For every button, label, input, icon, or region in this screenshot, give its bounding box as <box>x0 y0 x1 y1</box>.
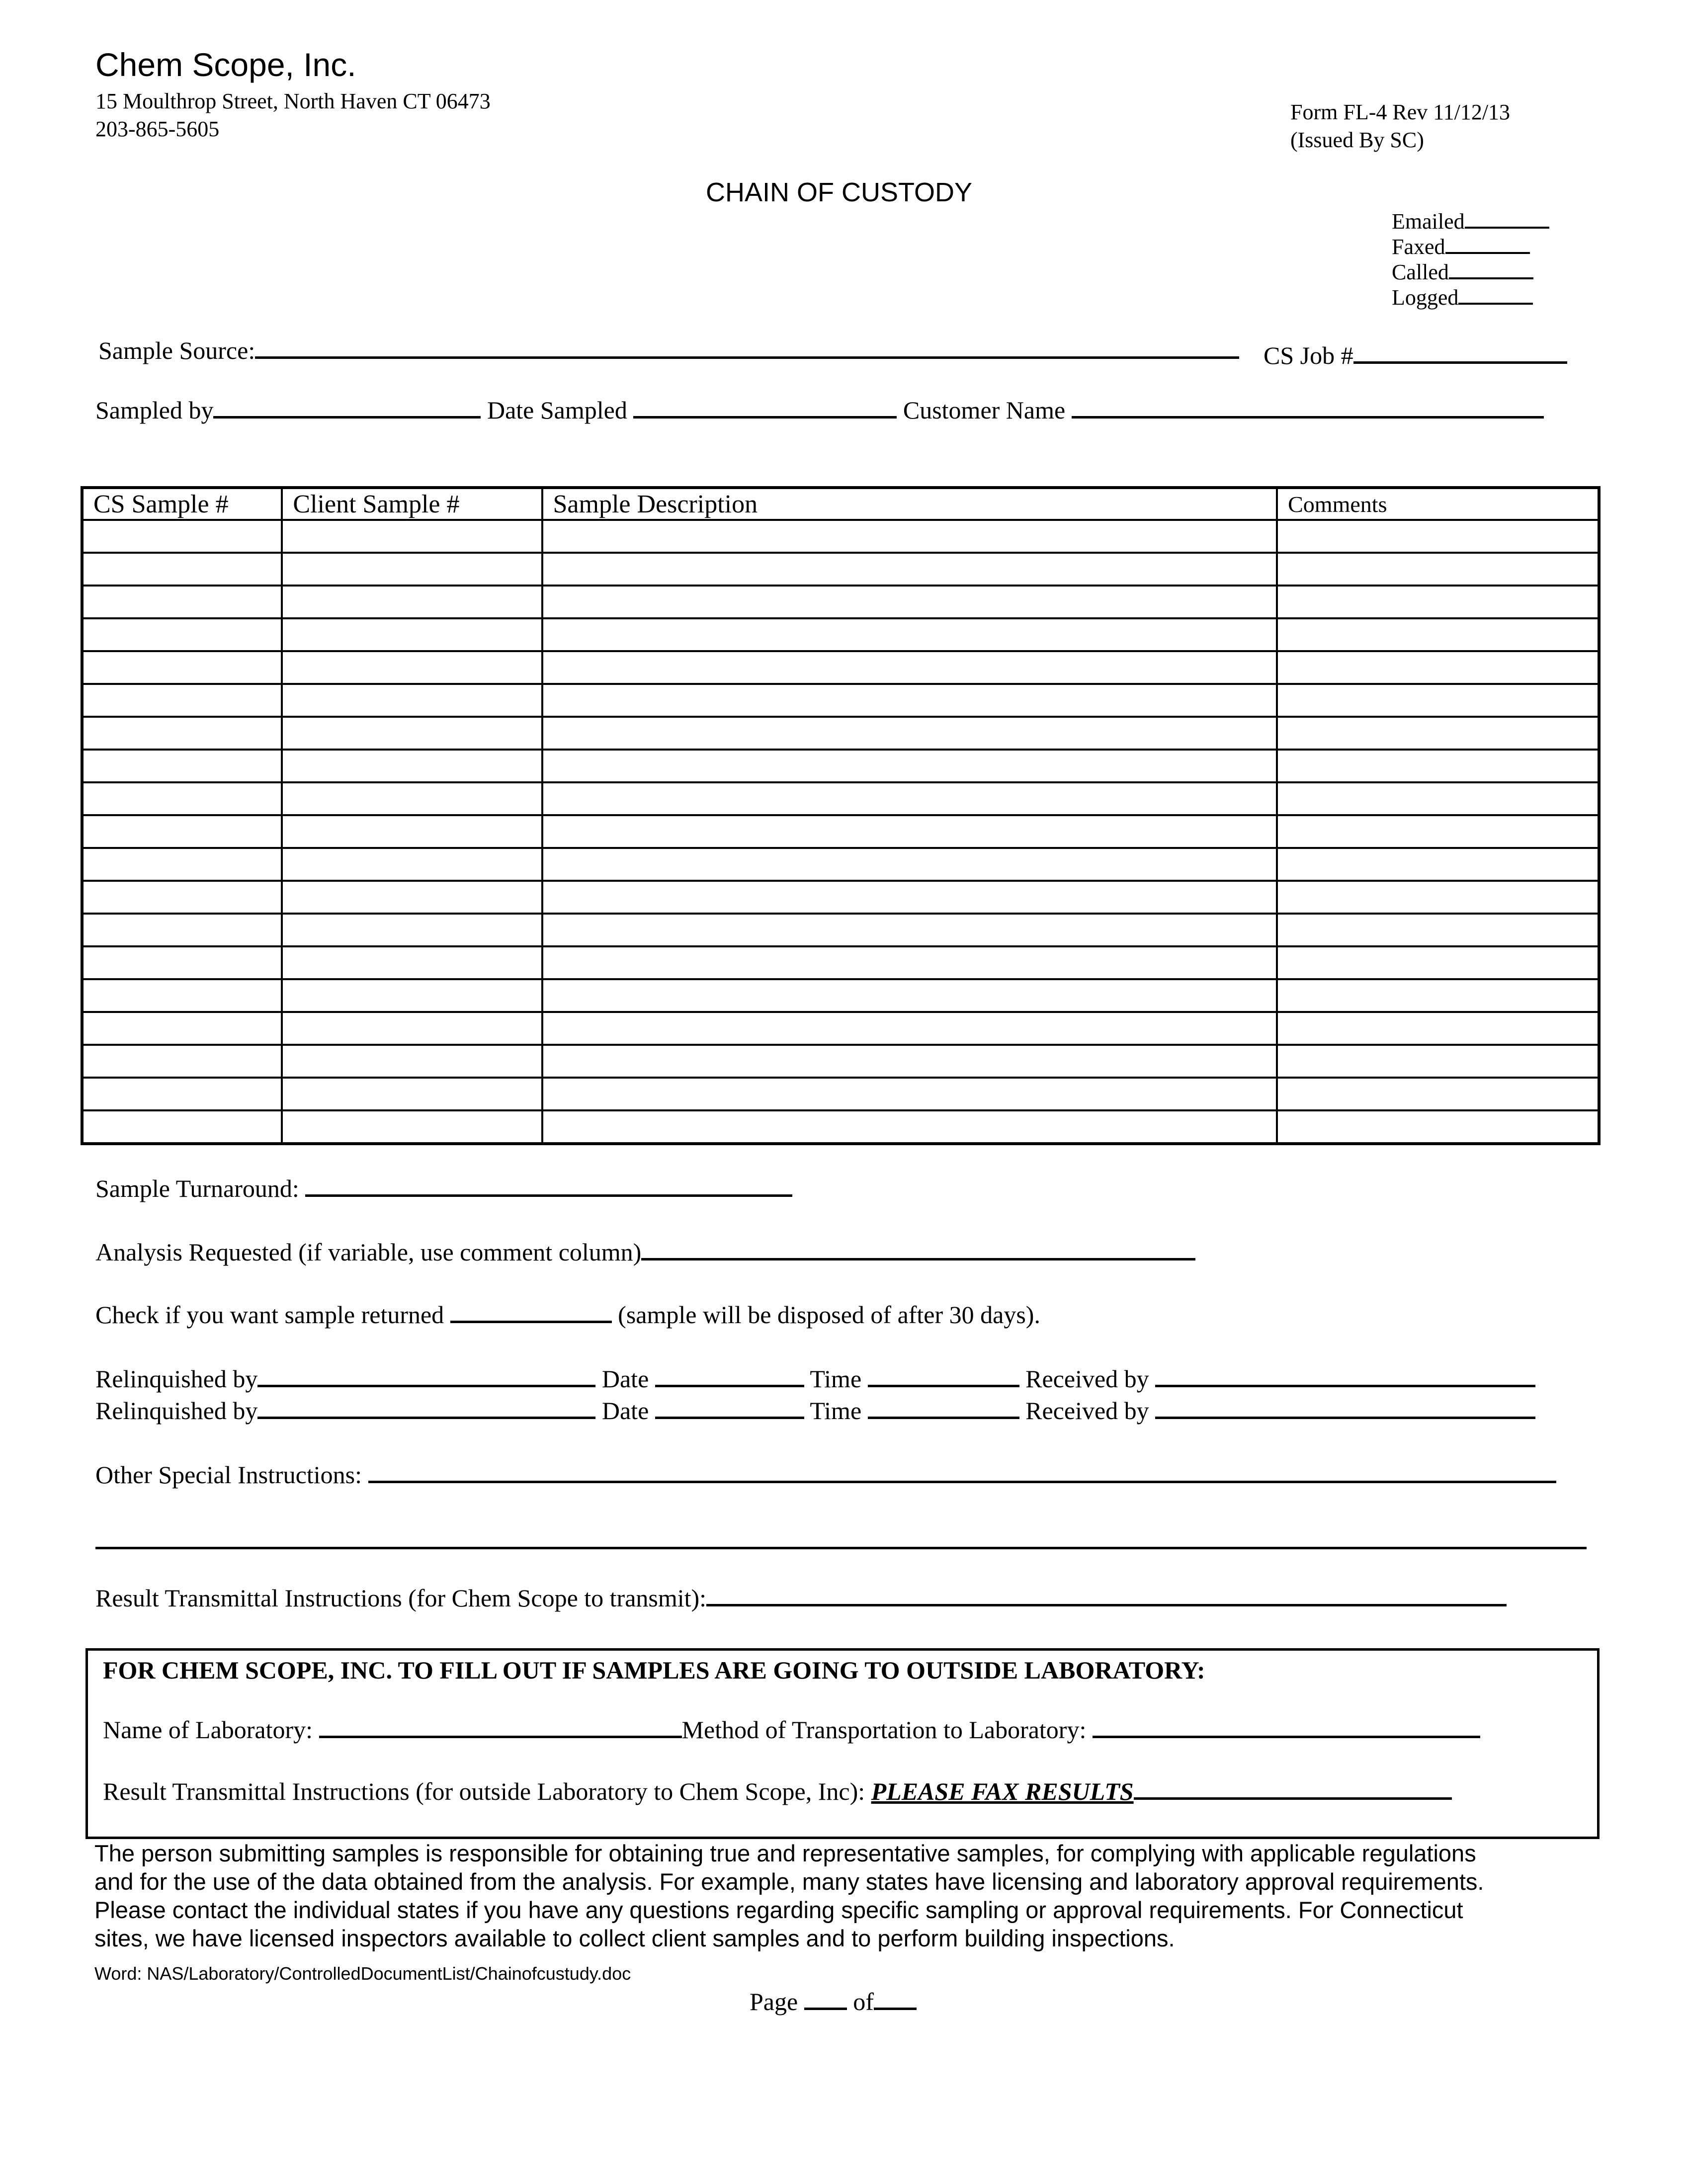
table-row <box>82 782 1599 815</box>
table-row <box>82 618 1599 651</box>
relinquished-by-label: Relinquished by <box>95 1365 258 1393</box>
time-label: Time <box>810 1397 862 1425</box>
cs-sample-cell[interactable] <box>82 1012 282 1045</box>
description-cell[interactable] <box>542 684 1277 717</box>
relinquished-by-field[interactable] <box>257 1416 595 1419</box>
description-cell[interactable] <box>542 651 1277 684</box>
received-by-field[interactable] <box>1155 1416 1535 1419</box>
table-row <box>82 815 1599 848</box>
cs-sample-cell[interactable] <box>82 914 282 946</box>
cs-sample-cell[interactable] <box>82 782 282 815</box>
description-cell[interactable] <box>542 946 1277 979</box>
transport-field[interactable] <box>1093 1735 1480 1738</box>
document-path: Word: NAS/Laboratory/ControlledDocumentList/Chainofcustudy.doc <box>94 1963 631 1984</box>
page-total-field[interactable] <box>874 2007 917 2010</box>
disclaimer-line: The person submitting samples is responsible for obtaining true and representative samples, for complying with applicable regulations <box>94 1840 1476 1866</box>
table-row <box>82 1045 1599 1078</box>
disclaimer-line: and for the use of the data obtained from the analysis. For example, many states have licensing and laboratory approval requirements. <box>94 1868 1484 1895</box>
client-sample-cell[interactable] <box>282 979 542 1012</box>
sample-source-label: Sample Source: <box>98 336 255 364</box>
client-sample-cell[interactable] <box>282 684 542 717</box>
comments-cell[interactable] <box>1277 1012 1599 1045</box>
table-row <box>82 684 1599 717</box>
lab-transmittal-label: Result Transmittal Instructions (for outside Laboratory to Chem Scope, Inc): <box>103 1777 865 1805</box>
checklist-logged[interactable]: Logged <box>1392 285 1549 310</box>
comments-cell[interactable] <box>1277 881 1599 914</box>
result-transmittal-field[interactable] <box>706 1603 1507 1606</box>
cs-sample-cell[interactable] <box>82 815 282 848</box>
status-checklist <box>1392 209 1549 310</box>
description-cell[interactable] <box>542 782 1277 815</box>
customer-name-field[interactable] <box>1072 416 1544 419</box>
table-row <box>82 717 1599 750</box>
cs-sample-cell[interactable] <box>82 586 282 618</box>
client-sample-cell[interactable] <box>282 881 542 914</box>
page-number <box>750 1987 917 2016</box>
table-row <box>82 1110 1599 1144</box>
description-cell[interactable] <box>542 618 1277 651</box>
return-label: Check if you want sample returned <box>95 1301 444 1329</box>
page-current-field[interactable] <box>804 2007 847 2010</box>
column-header-cs-sample: CS Sample # <box>82 488 282 520</box>
analysis-row <box>95 1238 1195 1266</box>
lab-transmittal-field[interactable] <box>1134 1797 1452 1800</box>
description-cell[interactable] <box>542 1012 1277 1045</box>
return-note: (sample will be disposed of after 30 days). <box>618 1301 1040 1329</box>
comments-cell[interactable] <box>1277 586 1599 618</box>
sampled-by-field[interactable] <box>213 416 481 419</box>
cs-sample-cell[interactable] <box>82 684 282 717</box>
date-sampled-label: Date Sampled <box>487 396 627 424</box>
custody-transfers <box>95 1363 1535 1427</box>
of-label: of <box>853 1988 874 2016</box>
checklist-called[interactable]: Called <box>1392 259 1549 285</box>
table-row <box>82 914 1599 946</box>
table-row <box>82 1012 1599 1045</box>
return-row <box>95 1300 1040 1329</box>
date-field[interactable] <box>655 1416 804 1419</box>
checklist-faxed[interactable]: Faxed <box>1392 234 1549 259</box>
lab-name-field[interactable] <box>319 1735 682 1738</box>
sampled-by-row <box>95 396 1544 424</box>
description-cell[interactable] <box>542 1078 1277 1110</box>
cs-sample-cell[interactable] <box>82 1078 282 1110</box>
client-sample-cell[interactable] <box>282 1110 542 1144</box>
comments-cell[interactable] <box>1277 553 1599 586</box>
lab-row <box>103 1715 1480 1744</box>
description-cell[interactable] <box>542 717 1277 750</box>
other-instructions-field[interactable] <box>368 1480 1556 1483</box>
cs-sample-cell[interactable] <box>82 717 282 750</box>
page-label: Page <box>750 1988 798 2016</box>
time-field[interactable] <box>868 1416 1019 1419</box>
description-cell[interactable] <box>542 553 1277 586</box>
comments-cell[interactable] <box>1277 946 1599 979</box>
sampled-by-label: Sampled by <box>95 396 214 424</box>
cs-sample-cell[interactable] <box>82 946 282 979</box>
comments-cell[interactable] <box>1277 914 1599 946</box>
issued-by: (Issued By SC) <box>1290 128 1424 152</box>
cs-job-field[interactable] <box>1353 361 1567 364</box>
analysis-field[interactable] <box>641 1258 1195 1260</box>
client-sample-cell[interactable] <box>282 946 542 979</box>
company-address: 15 Moulthrop Street, North Haven CT 06473 <box>95 89 491 113</box>
comments-cell[interactable] <box>1277 1110 1599 1144</box>
cs-job-row <box>1264 341 1567 370</box>
comments-cell[interactable] <box>1277 520 1599 553</box>
lab-transmittal-value[interactable]: PLEASE FAX RESULTS <box>871 1777 1134 1805</box>
table-row <box>82 651 1599 684</box>
comments-cell[interactable] <box>1277 1045 1599 1078</box>
table-row <box>82 1078 1599 1110</box>
client-sample-cell[interactable] <box>282 618 542 651</box>
description-cell[interactable] <box>542 914 1277 946</box>
description-cell[interactable] <box>542 750 1277 782</box>
cs-sample-cell[interactable] <box>82 553 282 586</box>
client-sample-cell[interactable] <box>282 1045 542 1078</box>
date-label: Date <box>601 1397 649 1425</box>
client-sample-cell[interactable] <box>282 586 542 618</box>
cs-job-label: CS Job # <box>1264 341 1353 369</box>
date-sampled-field[interactable] <box>633 416 897 419</box>
samples-table <box>81 486 1601 1145</box>
checklist-emailed[interactable]: Emailed <box>1392 209 1549 234</box>
description-cell[interactable] <box>542 881 1277 914</box>
description-cell[interactable] <box>542 848 1277 881</box>
cs-sample-cell[interactable] <box>82 848 282 881</box>
column-header-client-sample: Client Sample # <box>282 488 542 520</box>
time-label: Time <box>810 1365 862 1393</box>
table-row <box>82 553 1599 586</box>
customer-name-label: Customer Name <box>903 396 1066 424</box>
cs-sample-cell[interactable] <box>82 979 282 1012</box>
table-row <box>82 979 1599 1012</box>
lab-transmittal-row <box>103 1777 1452 1806</box>
client-sample-cell[interactable] <box>282 520 542 553</box>
description-cell[interactable] <box>542 1045 1277 1078</box>
disclaimer <box>94 1839 1484 1952</box>
comments-cell[interactable] <box>1277 717 1599 750</box>
client-sample-cell[interactable] <box>282 1078 542 1110</box>
client-sample-cell[interactable] <box>282 651 542 684</box>
result-transmittal-row <box>95 1584 1507 1612</box>
cs-sample-cell[interactable] <box>82 750 282 782</box>
company-phone: 203-865-5605 <box>95 117 220 141</box>
description-cell[interactable] <box>542 1110 1277 1144</box>
comments-cell[interactable] <box>1277 815 1599 848</box>
received-by-label: Received by <box>1025 1397 1149 1425</box>
relinquished-by-field[interactable] <box>257 1384 595 1387</box>
client-sample-cell[interactable] <box>282 1012 542 1045</box>
analysis-label: Analysis Requested (if variable, use comment column) <box>95 1238 642 1266</box>
other-instructions-row <box>95 1460 1556 1489</box>
cs-sample-cell[interactable] <box>82 1045 282 1078</box>
cs-sample-cell[interactable] <box>82 1110 282 1144</box>
result-transmittal-label: Result Transmittal Instructions (for Chem Scope to transmit): <box>95 1584 707 1612</box>
column-header-comments: Comments <box>1277 488 1599 520</box>
comments-cell[interactable] <box>1277 618 1599 651</box>
date-label: Date <box>601 1365 649 1393</box>
other-instructions-line-2[interactable] <box>95 1547 1587 1549</box>
page-title: CHAIN OF CUSTODY <box>706 177 973 207</box>
received-by-label: Received by <box>1025 1365 1149 1393</box>
turnaround-row <box>95 1174 792 1203</box>
table-row <box>82 946 1599 979</box>
comments-cell[interactable] <box>1277 750 1599 782</box>
client-sample-cell[interactable] <box>282 782 542 815</box>
outside-lab-section <box>85 1648 1600 1839</box>
turnaround-label: Sample Turnaround: <box>95 1175 299 1202</box>
description-cell[interactable] <box>542 979 1277 1012</box>
description-cell[interactable] <box>542 586 1277 618</box>
custody-transfer-row <box>95 1395 1535 1427</box>
relinquished-by-label: Relinquished by <box>95 1397 258 1425</box>
time-field[interactable] <box>868 1384 1019 1387</box>
client-sample-cell[interactable] <box>282 717 542 750</box>
table-row <box>82 750 1599 782</box>
cs-sample-cell[interactable] <box>82 651 282 684</box>
client-sample-cell[interactable] <box>282 750 542 782</box>
form-id: Form FL-4 Rev 11/12/13 <box>1290 100 1511 124</box>
comments-cell[interactable] <box>1277 979 1599 1012</box>
return-checkbox-field[interactable] <box>450 1320 612 1323</box>
received-by-field[interactable] <box>1155 1384 1535 1387</box>
lab-name-label: Name of Laboratory: <box>103 1716 313 1744</box>
table-row <box>82 586 1599 618</box>
cs-sample-cell[interactable] <box>82 881 282 914</box>
custody-transfer-row <box>95 1363 1535 1395</box>
table-row <box>82 881 1599 914</box>
outside-lab-heading: FOR CHEM SCOPE, INC. TO FILL OUT IF SAMPLES ARE GOING TO OUTSIDE LABORATORY: <box>103 1656 1205 1684</box>
comments-cell[interactable] <box>1277 782 1599 815</box>
company-name: Chem Scope, Inc. <box>95 46 356 83</box>
client-sample-cell[interactable] <box>282 815 542 848</box>
comments-cell[interactable] <box>1277 1078 1599 1110</box>
comments-cell[interactable] <box>1277 651 1599 684</box>
disclaimer-line: Please contact the individual states if you have any questions regarding specific sampling or approval requirements. For Connecticut <box>94 1897 1463 1923</box>
cs-sample-cell[interactable] <box>82 618 282 651</box>
table-row <box>82 520 1599 553</box>
client-sample-cell[interactable] <box>282 553 542 586</box>
turnaround-field[interactable] <box>305 1194 792 1197</box>
description-cell[interactable] <box>542 815 1277 848</box>
column-header-description: Sample Description <box>542 488 1277 520</box>
table-header-row <box>82 488 1599 520</box>
table-row <box>82 848 1599 881</box>
client-sample-cell[interactable] <box>282 848 542 881</box>
date-field[interactable] <box>655 1384 804 1387</box>
sample-source-row <box>98 336 1239 365</box>
other-instructions-label: Other Special Instructions: <box>95 1461 362 1489</box>
description-cell[interactable] <box>542 520 1277 553</box>
comments-cell[interactable] <box>1277 684 1599 717</box>
disclaimer-line: sites, we have licensed inspectors available to collect client samples and to perform building inspections. <box>94 1925 1175 1951</box>
sample-source-field[interactable] <box>255 356 1239 359</box>
client-sample-cell[interactable] <box>282 914 542 946</box>
cs-sample-cell[interactable] <box>82 520 282 553</box>
comments-cell[interactable] <box>1277 848 1599 881</box>
transport-label: Method of Transportation to Laboratory: <box>681 1716 1087 1744</box>
